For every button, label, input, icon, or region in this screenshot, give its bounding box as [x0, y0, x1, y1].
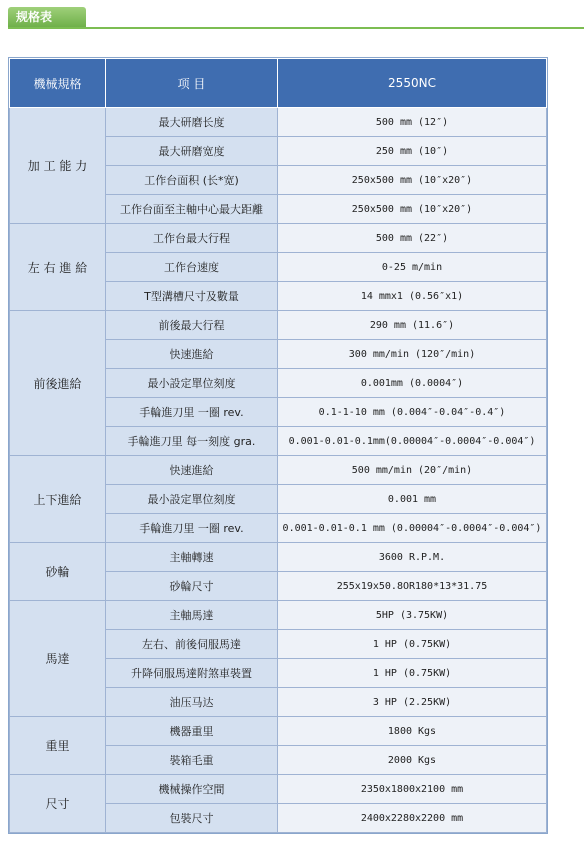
table-row — [10, 543, 547, 572]
spec-value: 3 HP (2.25KW) — [278, 688, 547, 717]
spec-item: 手輪進刀里 一圈 rev. — [106, 398, 278, 427]
header-machine-spec: 機械規格 — [10, 59, 106, 108]
spec-item: T型溝槽尺寸及數量 — [106, 282, 278, 311]
spec-item: 手輪進刀里 每一刻度 gra. — [106, 427, 278, 456]
spec-item: 左右、前後伺服馬達 — [106, 630, 278, 659]
spec-value: 5HP (3.75KW) — [278, 601, 547, 630]
spec-item: 最小設定單位刻度 — [106, 485, 278, 514]
table-row — [10, 601, 547, 630]
group-label: 左 右 進 給 — [10, 224, 106, 311]
group-label: 砂輪 — [10, 543, 106, 601]
spec-item: 工作台面至主軸中心最大距離 — [106, 195, 278, 224]
spec-value: 0-25 m/min — [278, 253, 547, 282]
spec-item: 機械操作空間 — [106, 775, 278, 804]
group-label: 前後進給 — [10, 311, 106, 456]
spec-value: 300 mm/min (120″/min) — [278, 340, 547, 369]
spec-item: 升降伺服馬達附煞車裝置 — [106, 659, 278, 688]
spec-value: 0.1-1-10 mm (0.004″-0.04″-0.4″) — [278, 398, 547, 427]
spec-item: 主軸馬達 — [106, 601, 278, 630]
spec-value: 0.001 mm — [278, 485, 547, 514]
spec-value: 500 mm/min (20″/min) — [278, 456, 547, 485]
spec-item: 包裝尺寸 — [106, 804, 278, 833]
table-row — [10, 224, 547, 253]
spec-value: 250 mm (10″) — [278, 137, 547, 166]
spec-item: 機器重里 — [106, 717, 278, 746]
spec-value: 250x500 mm (10″x20″) — [278, 195, 547, 224]
spec-item: 砂輪尺寸 — [106, 572, 278, 601]
spec-item: 前後最大行程 — [106, 311, 278, 340]
table-header-row — [10, 59, 547, 108]
spec-value: 2400x2280x2200 mm — [278, 804, 547, 833]
spec-table-body — [10, 108, 547, 833]
spec-value: 500 mm (12″) — [278, 108, 547, 137]
spec-item: 主軸轉速 — [106, 543, 278, 572]
group-label: 馬達 — [10, 601, 106, 717]
spec-item: 最大研磨宽度 — [106, 137, 278, 166]
spec-item: 油压马达 — [106, 688, 278, 717]
group-label: 重里 — [10, 717, 106, 775]
spec-item: 裝箱毛重 — [106, 746, 278, 775]
spec-value: 0.001mm (0.0004″) — [278, 369, 547, 398]
spec-item: 最大研磨长度 — [106, 108, 278, 137]
group-label: 加 工 能 力 — [10, 108, 106, 224]
spec-item: 工作台面积 (长*宽) — [106, 166, 278, 195]
header-model: 2550NC — [278, 59, 547, 108]
section-tab-bar — [8, 7, 584, 29]
spec-table — [9, 58, 547, 833]
header-item: 项 目 — [106, 59, 278, 108]
group-label: 上下進給 — [10, 456, 106, 543]
spec-value: 0.001-0.01-0.1mm(0.00004″-0.0004″-0.004″) — [278, 427, 547, 456]
tab-underline — [8, 27, 584, 29]
spec-value: 14 mmx1 (0.56″x1) — [278, 282, 547, 311]
table-row — [10, 775, 547, 804]
spec-value: 2000 Kgs — [278, 746, 547, 775]
table-row — [10, 311, 547, 340]
spec-tab[interactable]: 规格表 — [8, 7, 86, 27]
spec-value: 0.001-0.01-0.1 mm (0.00004″-0.0004″-0.004″) — [278, 514, 547, 543]
spec-value: 255x19x50.8OR180*13*31.75 — [278, 572, 547, 601]
table-row — [10, 717, 547, 746]
group-label: 尺寸 — [10, 775, 106, 833]
spec-value: 3600 R.P.M. — [278, 543, 547, 572]
spec-value: 1 HP (0.75KW) — [278, 659, 547, 688]
spec-item: 工作台最大行程 — [106, 224, 278, 253]
spec-value: 1800 Kgs — [278, 717, 547, 746]
spec-item: 快速進給 — [106, 456, 278, 485]
spec-value: 290 mm (11.6″) — [278, 311, 547, 340]
spec-item: 工作台速度 — [106, 253, 278, 282]
spec-value: 2350x1800x2100 mm — [278, 775, 547, 804]
spec-value: 250x500 mm (10″x20″) — [278, 166, 547, 195]
table-row — [10, 456, 547, 485]
spec-item: 快速進給 — [106, 340, 278, 369]
table-row — [10, 108, 547, 137]
spec-value: 500 mm (22″) — [278, 224, 547, 253]
spec-item: 最小設定單位刻度 — [106, 369, 278, 398]
spec-item: 手輪進刀里 一圈 rev. — [106, 514, 278, 543]
spec-value: 1 HP (0.75KW) — [278, 630, 547, 659]
